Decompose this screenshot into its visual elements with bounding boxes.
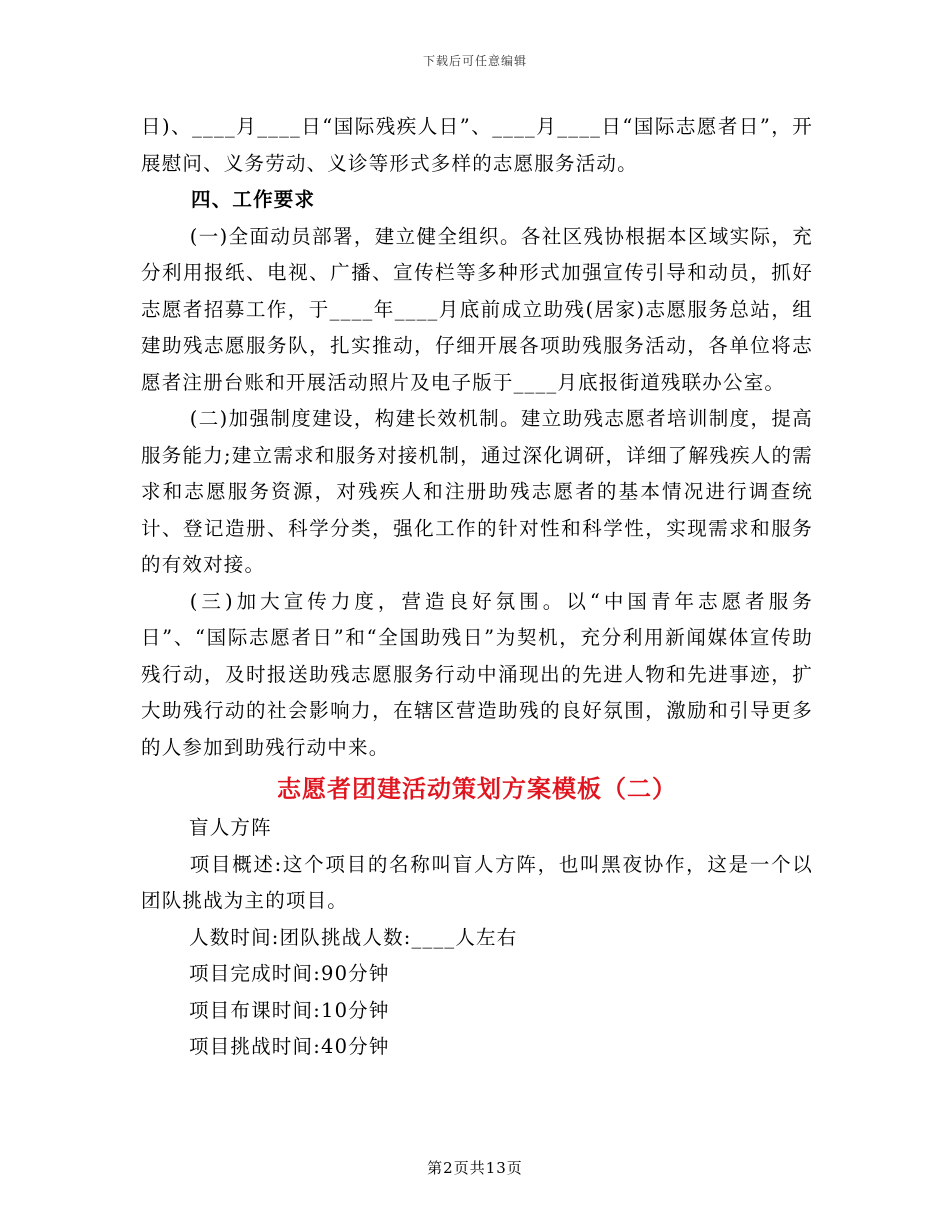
document-body xyxy=(141,109,813,1066)
project-name: 盲人方阵 xyxy=(189,816,272,839)
requirement-item-3: (三)加大宣传力度，营造良好氛围。以“中国青年志愿者服务日”、“国际志愿者日”和“全国助残日”为契机，充分利用新闻媒体宣传助残行动，及时报送助残志愿服务行动中涌现出的先进人物和先进事迹，扩大助残行动的社会影响力，在辖区营造助残的良好氛围，激励和引导更多的人参加到助残行动中来。 xyxy=(141,589,813,759)
project-overview: 项目概述:这个项目的名称叫盲人方阵，也叫黑夜协作，这是一个以团队挑战为主的项目。 xyxy=(141,852,813,912)
project-challenge-time: 项目挑战时间:40分钟 xyxy=(189,1035,390,1058)
project-complete-time: 项目完成时间:90分钟 xyxy=(189,962,390,985)
section-title: 志愿者团建活动策划方案模板（二） xyxy=(277,774,677,803)
requirement-item-1: (一)全面动员部署，建立健全组织。各社区残协根据本区域实际，充分利用报纸、电视、广播、宣传栏等多种形式加强宣传引导和动员，抓好志愿者招募工作，于____年____月底前成立助残(居家)志愿服务总站，组建助残志愿服务队，扎实推动，仔细开展各项助残服务活动，各单位将志愿者注册台账和开展活动照片及电子版于____月底报街道残联办公室。 xyxy=(141,224,813,394)
project-people: 人数时间:团队挑战人数:____人左右 xyxy=(189,925,518,949)
requirement-item-2: (二)加强制度建设，构建长效机制。建立助残志愿者培训制度，提高服务能力;建立需求和服务对接机制，通过深化调研，详细了解残疾人的需求和志愿服务资源，对残疾人和注册助残志愿者的基本情况进行调查统计、登记造册、科学分类，强化工作的针对性和科学性，实现需求和服务的有效对接。 xyxy=(141,407,813,576)
project-setup-time: 项目布课时间:10分钟 xyxy=(189,998,390,1022)
section-heading-work-requirements: 四、工作要求 xyxy=(191,188,316,211)
page-number: 第2页共13页 xyxy=(427,1159,523,1177)
paragraph-continued: 日)、____月____日“国际残疾人日”、____月____日“国际志愿者日”，开展慰问、义务劳动、义诊等形式多样的志愿服务活动。 xyxy=(141,115,813,175)
header-note: 下载后可任意编辑 xyxy=(422,54,527,68)
